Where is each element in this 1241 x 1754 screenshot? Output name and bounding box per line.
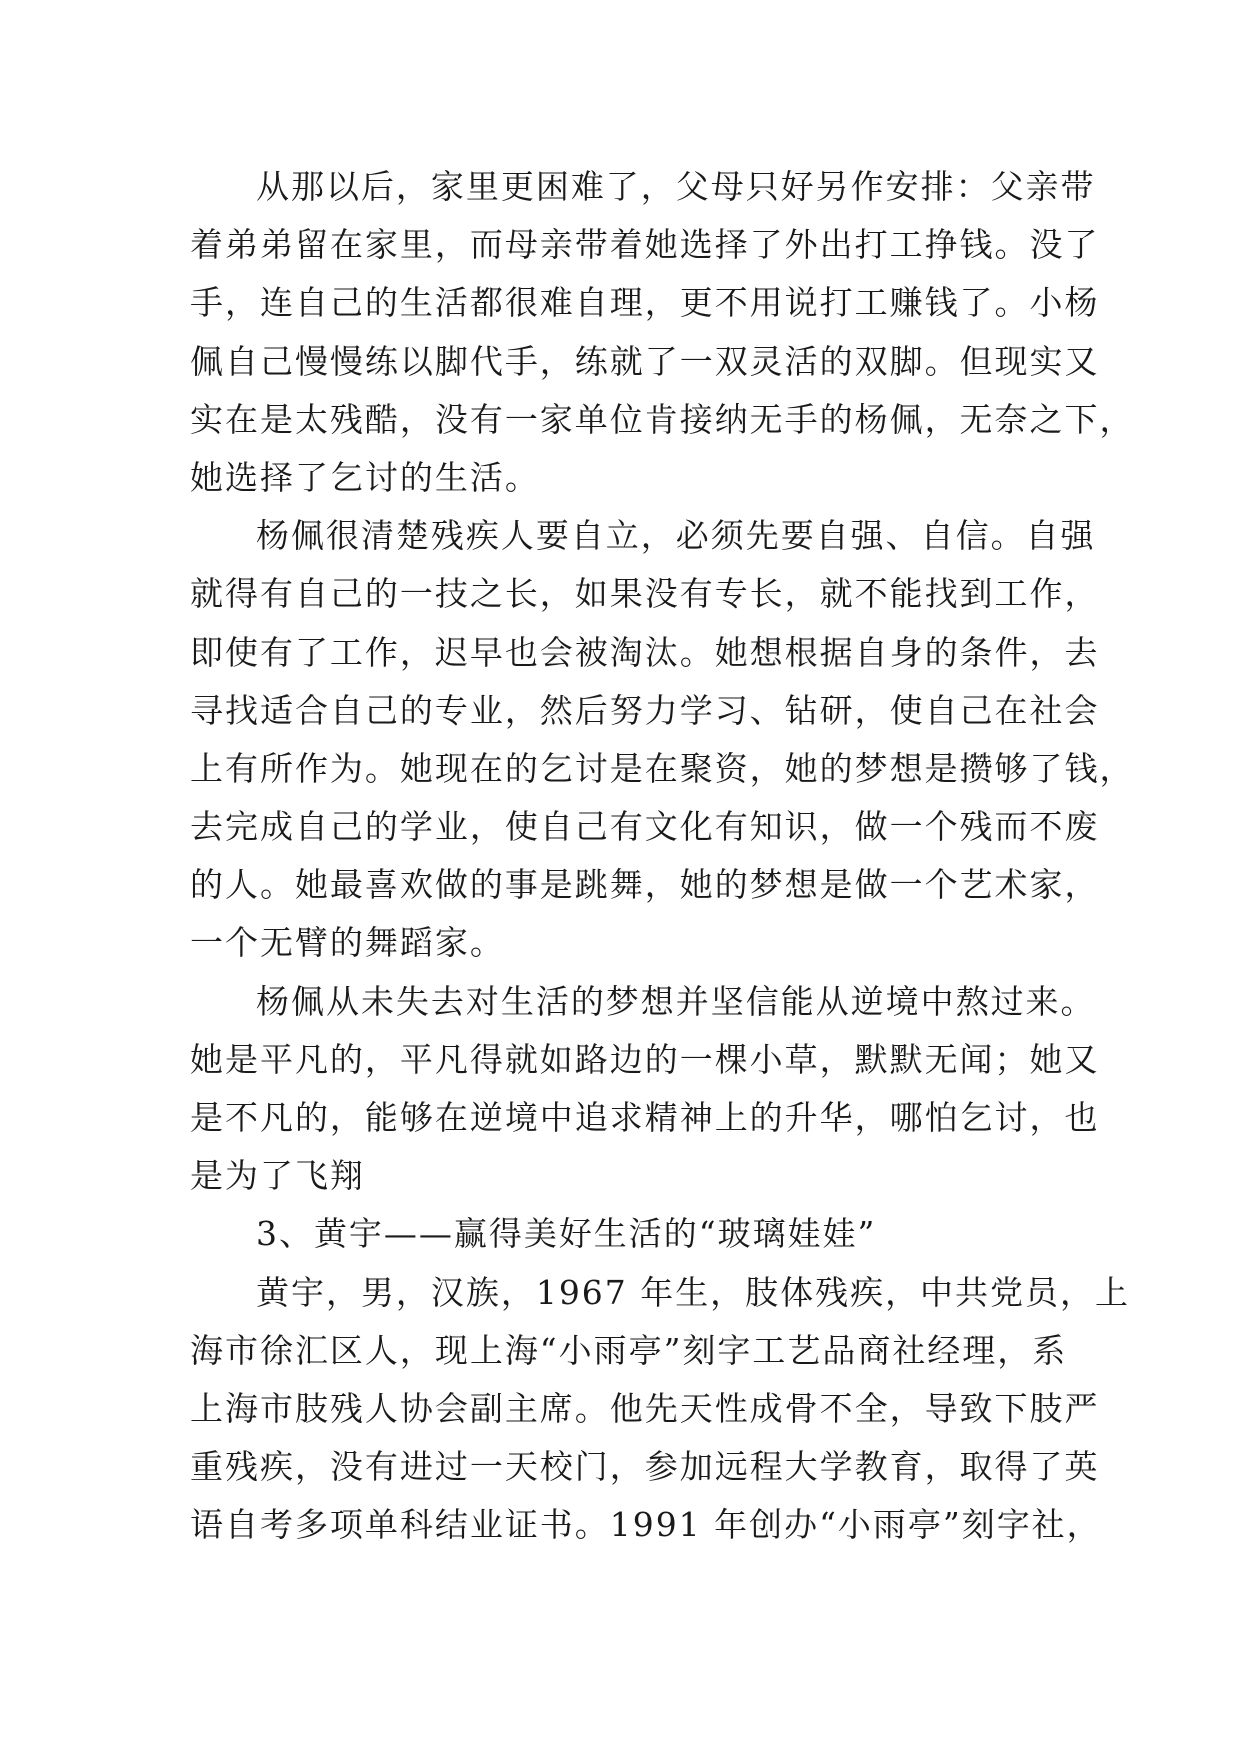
text-line: 就得有自己的一技之长，如果没有专长，就不能找到工作，	[190, 574, 1100, 614]
text-line: 杨佩从未失去对生活的梦想并坚信能从逆境中熬过来。	[256, 981, 1096, 1021]
text-line: 寻找适合自己的专业，然后努力学习、钻研，使自己在社会	[190, 690, 1100, 730]
text-line: 黄宇，男，汉族，1967 年生，肢体残疾，中共党员，上	[256, 1272, 1130, 1312]
text-line: 她选择了乞讨的生活。	[190, 457, 540, 497]
text-line: 是为了飞翔	[190, 1156, 365, 1196]
text-line: 语自考多项单科结业证书。1991 年创办“小雨亭”刻字社，	[190, 1505, 1102, 1545]
text-line: 去完成自己的学业，使自己有文化有知识，做一个残而不废	[190, 807, 1100, 847]
text-line: 海市徐汇区人，现上海“小雨亭”刻字工艺品商社经理，系	[190, 1330, 1068, 1370]
text-line: 着弟弟留在家里，而母亲带着她选择了外出打工挣钱。没了	[190, 225, 1100, 265]
text-line: 从那以后，家里更困难了，父母只好另作安排：父亲带	[256, 167, 1096, 206]
text-line: 重残疾，没有进过一天校门，参加远程大学教育，取得了英	[190, 1447, 1100, 1487]
text-line: 的人。她最喜欢做的事是跳舞，她的梦想是做一个艺术家，	[190, 865, 1100, 905]
text-line: 她是平凡的，平凡得就如路边的一棵小草，默默无闻；她又	[190, 1039, 1100, 1079]
text-line: 杨佩很清楚残疾人要自立，必须先要自强、自信。自强	[256, 516, 1096, 556]
text-line: 是不凡的，能够在逆境中追求精神上的升华，哪怕乞讨，也	[190, 1098, 1100, 1137]
body-text	[190, 158, 1135, 1555]
text-line: 实在是太残酷，没有一家单位肯接纳无手的杨佩，无奈之下，	[190, 399, 1135, 439]
section-heading: 3、黄宇——赢得美好生活的“玻璃娃娃”	[256, 1214, 877, 1254]
text-line: 上有所作为。她现在的乞讨是在聚资，她的梦想是攒够了钱，	[190, 748, 1135, 788]
text-line: 手，连自己的生活都很难自理，更不用说打工赚钱了。小杨	[190, 283, 1100, 323]
text-line: 佩自己慢慢练以脚代手，练就了一双灵活的双脚。但现实又	[190, 341, 1100, 381]
text-line: 一个无臂的舞蹈家。	[190, 923, 505, 963]
text-line: 上海市肢残人协会副主席。他先天性成骨不全，导致下肢严	[190, 1388, 1100, 1428]
text-line: 即使有了工作，迟早也会被淘汰。她想根据自身的条件，去	[190, 632, 1100, 672]
